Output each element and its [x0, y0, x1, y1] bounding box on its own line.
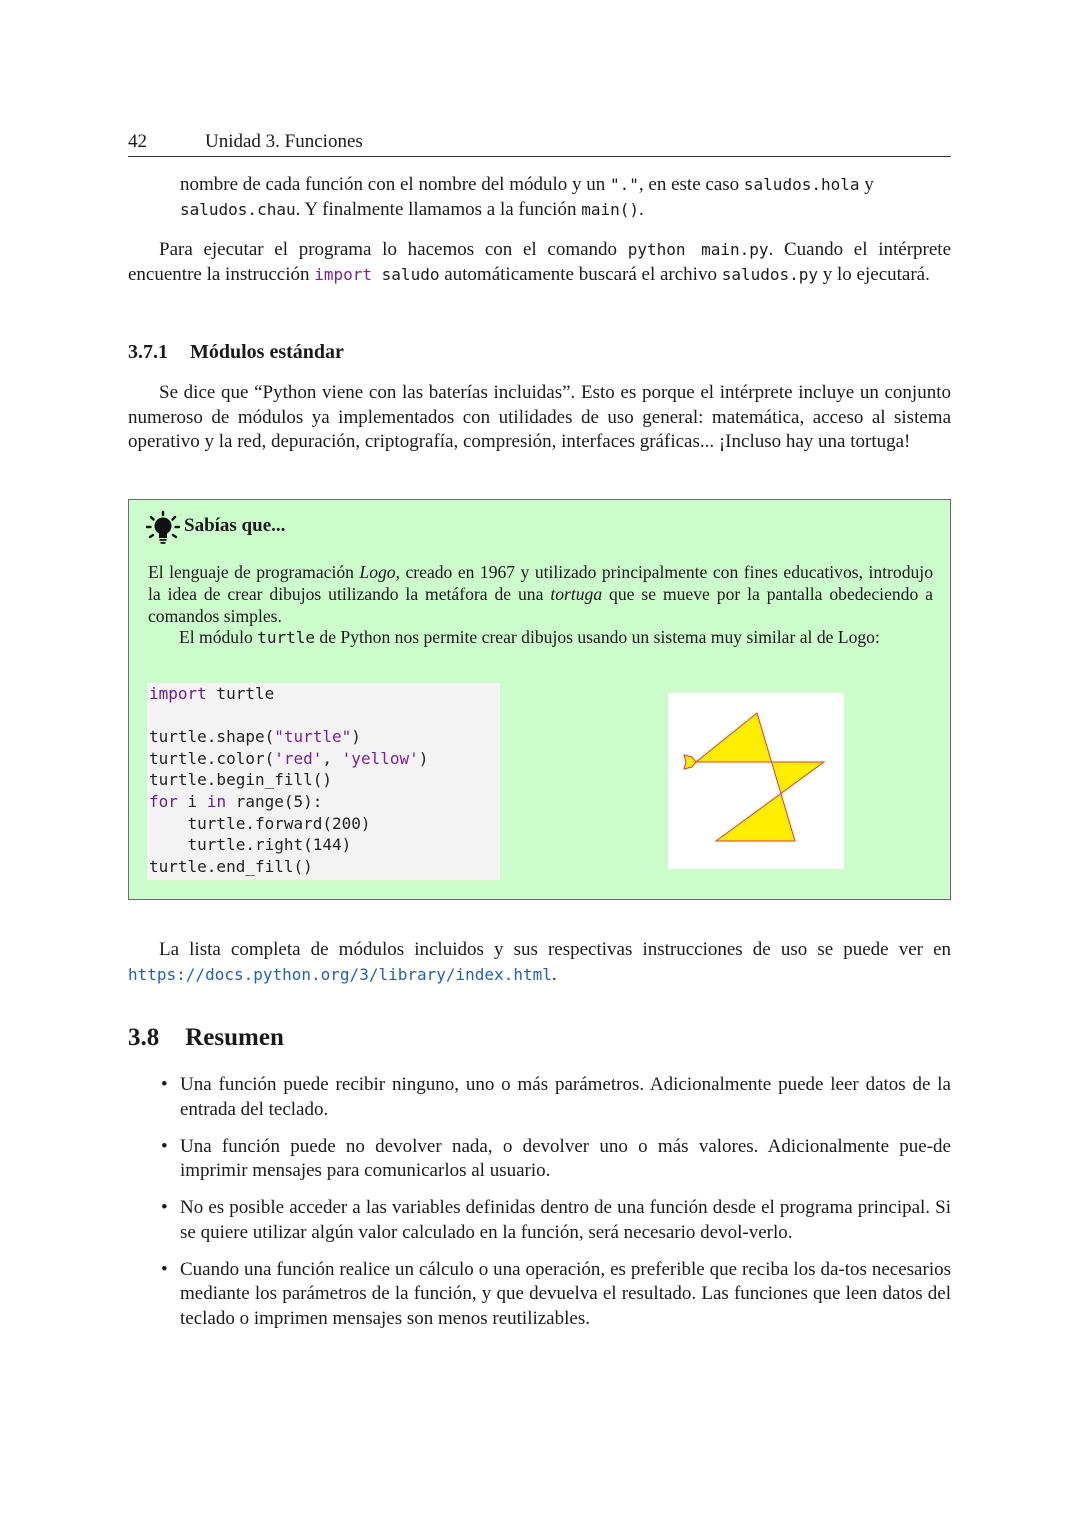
- intro-paragraph: nombre de cada función con el nombre del módulo y un ".", en este caso saludos.hola y saludos.chau. Y finalmente llamamos a la función main().: [180, 174, 874, 220]
- list-item: • No es posible acceder a las variables definidas dentro de una función desde el programa principal. Si se quiere utilizar algún valor calculado en la función, será necesario devol-verlo.: [161, 1197, 951, 1243]
- star-shape: [696, 713, 824, 841]
- list-item: • Cuando una función realice un cálculo o una operación, es preferible que reciba los da-tos necesarios mediante los parámetros de la función, y que devuelva el resultado. Las funciones que leen datos del teclado o imprimen mensajes son menos reutilizables.: [161, 1258, 951, 1329]
- summary-list: [128, 1073, 951, 1344]
- section-371-body: Se dice que “Python viene con las baterías incluidas”. Esto es porque el intérprete incluye un conjunto numeroso de módulos ya implementados con utilidades de uso general: matemática, acceso al sistema operativo y la red, depuración, criptografía, compresión, interfaces gráficas... ¡Incluso hay una tortuga!: [128, 382, 951, 452]
- star-figure: [668, 693, 844, 869]
- modules-paragraph: La lista completa de módulos incluidos y sus respectivas instrucciones de uso se puede ver en https://docs.python.org/3/library/index.html.: [128, 939, 951, 985]
- did-you-know-callout: [128, 499, 951, 900]
- callout-text: El lenguaje de programación Logo, creado en 1967 y utilizado principalmente con fines educativos, introdujo la idea de crear dibujos utilizando la metáfora de una tortuga que se mueve por la pantalla obedeciendo a comandos simples. El módulo turtle de Python nos permite crear dibujos usando un sistema muy similar al de Logo:: [148, 562, 933, 648]
- turtle-star-drawing: [668, 693, 844, 869]
- callout-title: Sabías que...: [184, 515, 286, 536]
- section-number: 3.7.1: [128, 341, 168, 363]
- section-number: 3.8: [128, 1024, 160, 1051]
- section-title: Módulos estándar: [190, 341, 344, 363]
- section-title: Resumen: [185, 1024, 284, 1051]
- lightbulb-icon: [145, 510, 181, 546]
- page-number: 42: [128, 131, 147, 152]
- chapter-title: Unidad 3. Funciones: [205, 131, 363, 152]
- turtle-cursor-icon: [684, 755, 696, 769]
- header-rule: [128, 156, 951, 157]
- section-heading-371: [128, 341, 344, 364]
- code-block: import turtle turtle.shape("turtle") turtle.color('red', 'yellow') turtle.begin_fill() for i in range(5): turtle.forward(200) turtle.right(144) turtle.end_fill(): [147, 683, 500, 880]
- list-item: • Una función puede no devolver nada, o devolver uno o más valores. Adicionalmente pue-de imprimir mensajes para comunicarlos al usuario.: [161, 1135, 951, 1181]
- section-heading-38: [128, 1024, 284, 1052]
- list-item: • Una función puede recibir ninguno, uno o más parámetros. Adicionalmente puede leer datos de la entrada del teclado.: [161, 1074, 951, 1120]
- python-docs-link[interactable]: https://docs.python.org/3/library/index.html: [128, 964, 552, 984]
- run-paragraph: Para ejecutar el programa lo hacemos con el comando python main.py. Cuando el intérprete encuentre la instrucción import saludo automáticamente buscará el archivo saludos.py y lo ejecutará.: [128, 239, 952, 285]
